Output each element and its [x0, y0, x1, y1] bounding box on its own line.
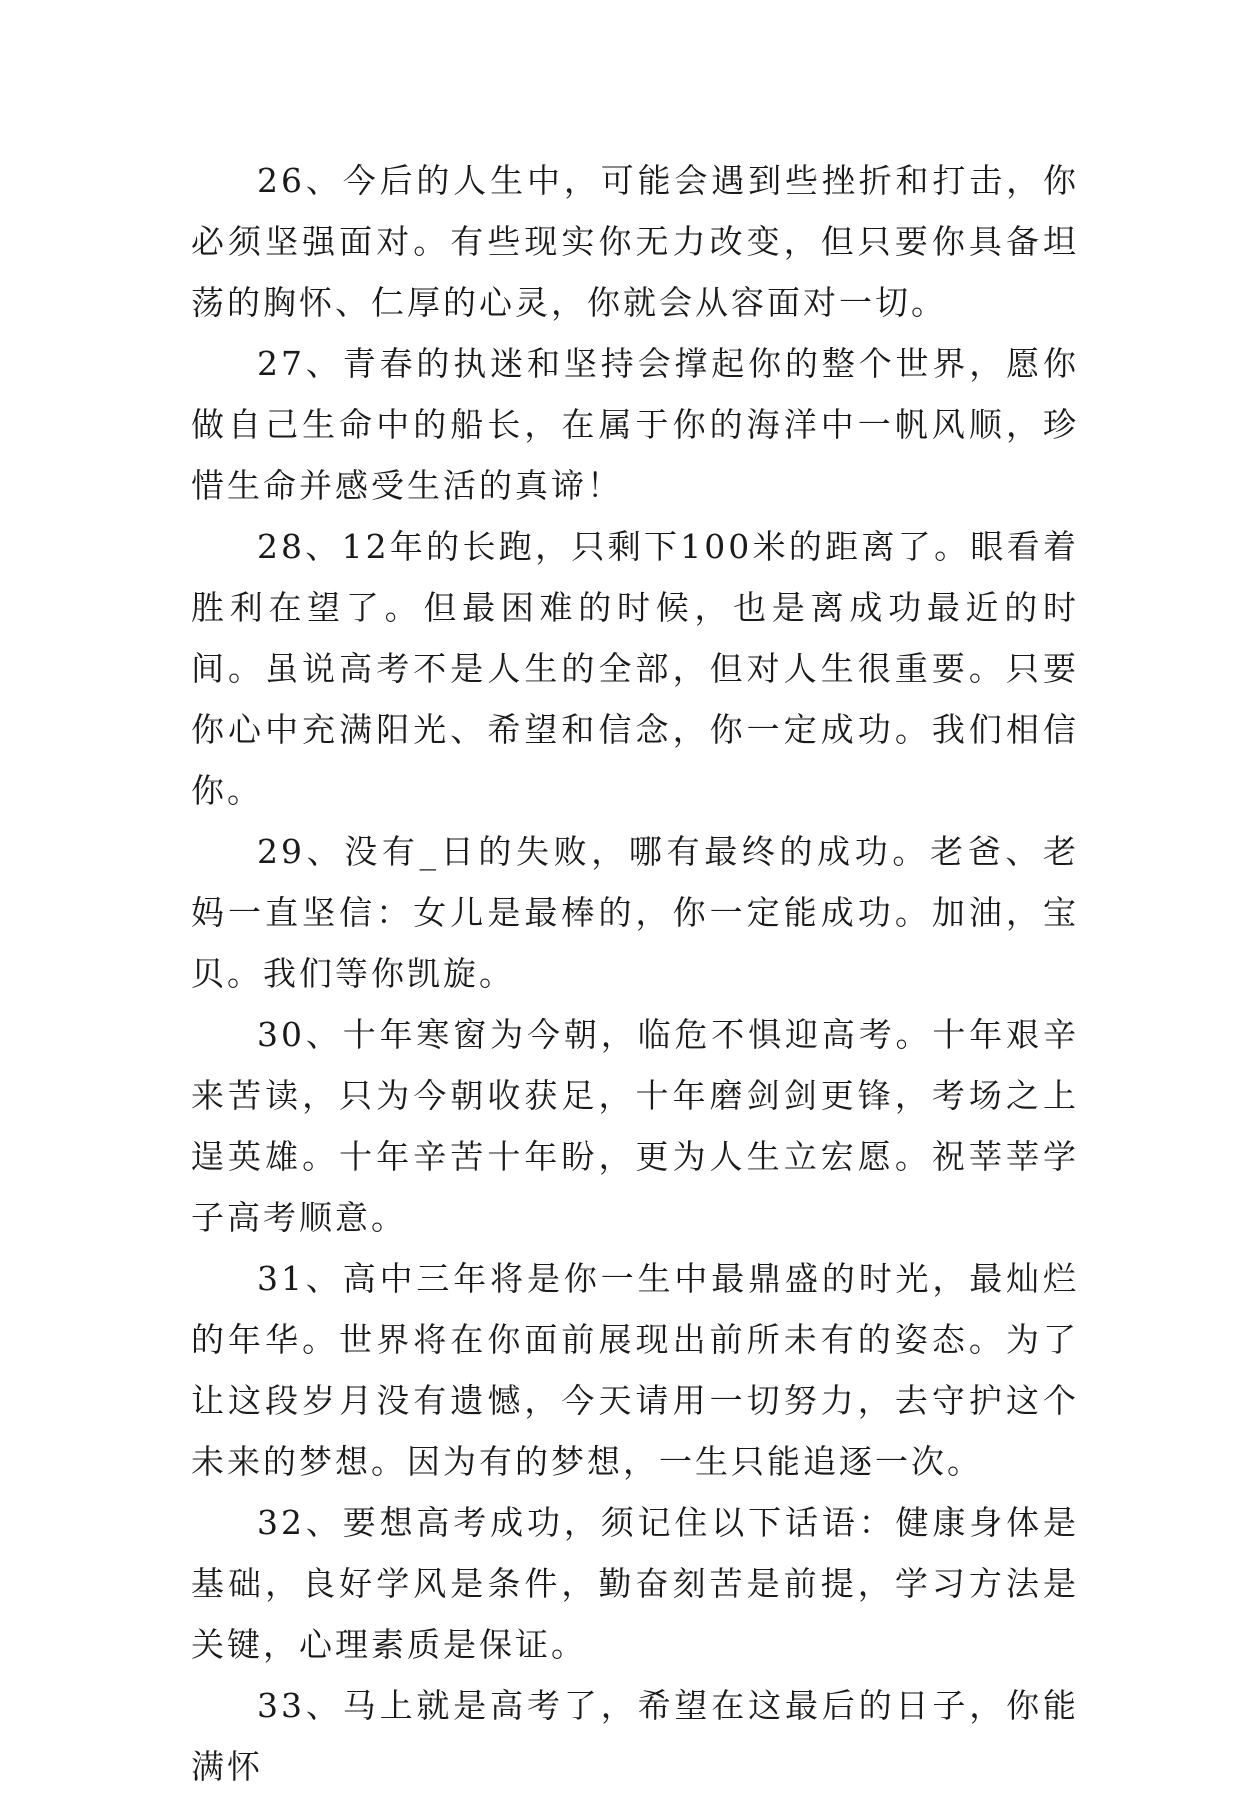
paragraph-31: 31、高中三年将是你一生中最鼎盛的时光，最灿烂的年华。世界将在你面前展现出前所未有的姿态。为了让这段岁月没有遗憾，今天请用一切努力，去守护这个未来的梦想。因为有的梦想，一生只能追逐一次。: [191, 1259, 1079, 1481]
paragraph-27: 27、青春的执迷和坚持会撑起你的整个世界，愿你做自己生命中的船长，在属于你的海洋中一帆风顺，珍惜生命并感受生活的真谛！: [191, 344, 1079, 505]
paragraph-26: 26、今后的人生中，可能会遇到些挫折和打击，你必须坚强面对。有些现实你无力改变，但只要你具备坦荡的胸怀、仁厚的心灵，你就会从容面对一切。: [191, 161, 1079, 322]
paragraph-29: 29、没有_日的失败，哪有最终的成功。老爸、老妈一直坚信：女儿是最棒的，你一定能成功。加油，宝贝。我们等你凯旋。: [191, 832, 1079, 993]
paragraph-33: 33、马上就是高考了，希望在这最后的日子，你能满怀: [191, 1686, 1079, 1786]
paragraph-32: 32、要想高考成功，须记住以下话语：健康身体是基础，良好学风是条件，勤奋刻苦是前提，学习方法是关键，心理素质是保证。: [191, 1503, 1079, 1664]
paragraph-28: 28、12年的长跑，只剩下100米的距离了。眼看着胜利在望了。但最困难的时候，也是离成功最近的时间。虽说高考不是人生的全部，但对人生很重要。只要你心中充满阳光、希望和信念，你一定成功。我们相信你。: [191, 527, 1079, 810]
document-body: [191, 150, 1079, 1797]
paragraph-30: 30、十年寒窗为今朝，临危不惧迎高考。十年艰辛来苦读，只为今朝收获足，十年磨剑剑更锋，考场之上逞英雄。十年辛苦十年盼，更为人生立宏愿。祝莘莘学子高考顺意。: [191, 1015, 1079, 1237]
